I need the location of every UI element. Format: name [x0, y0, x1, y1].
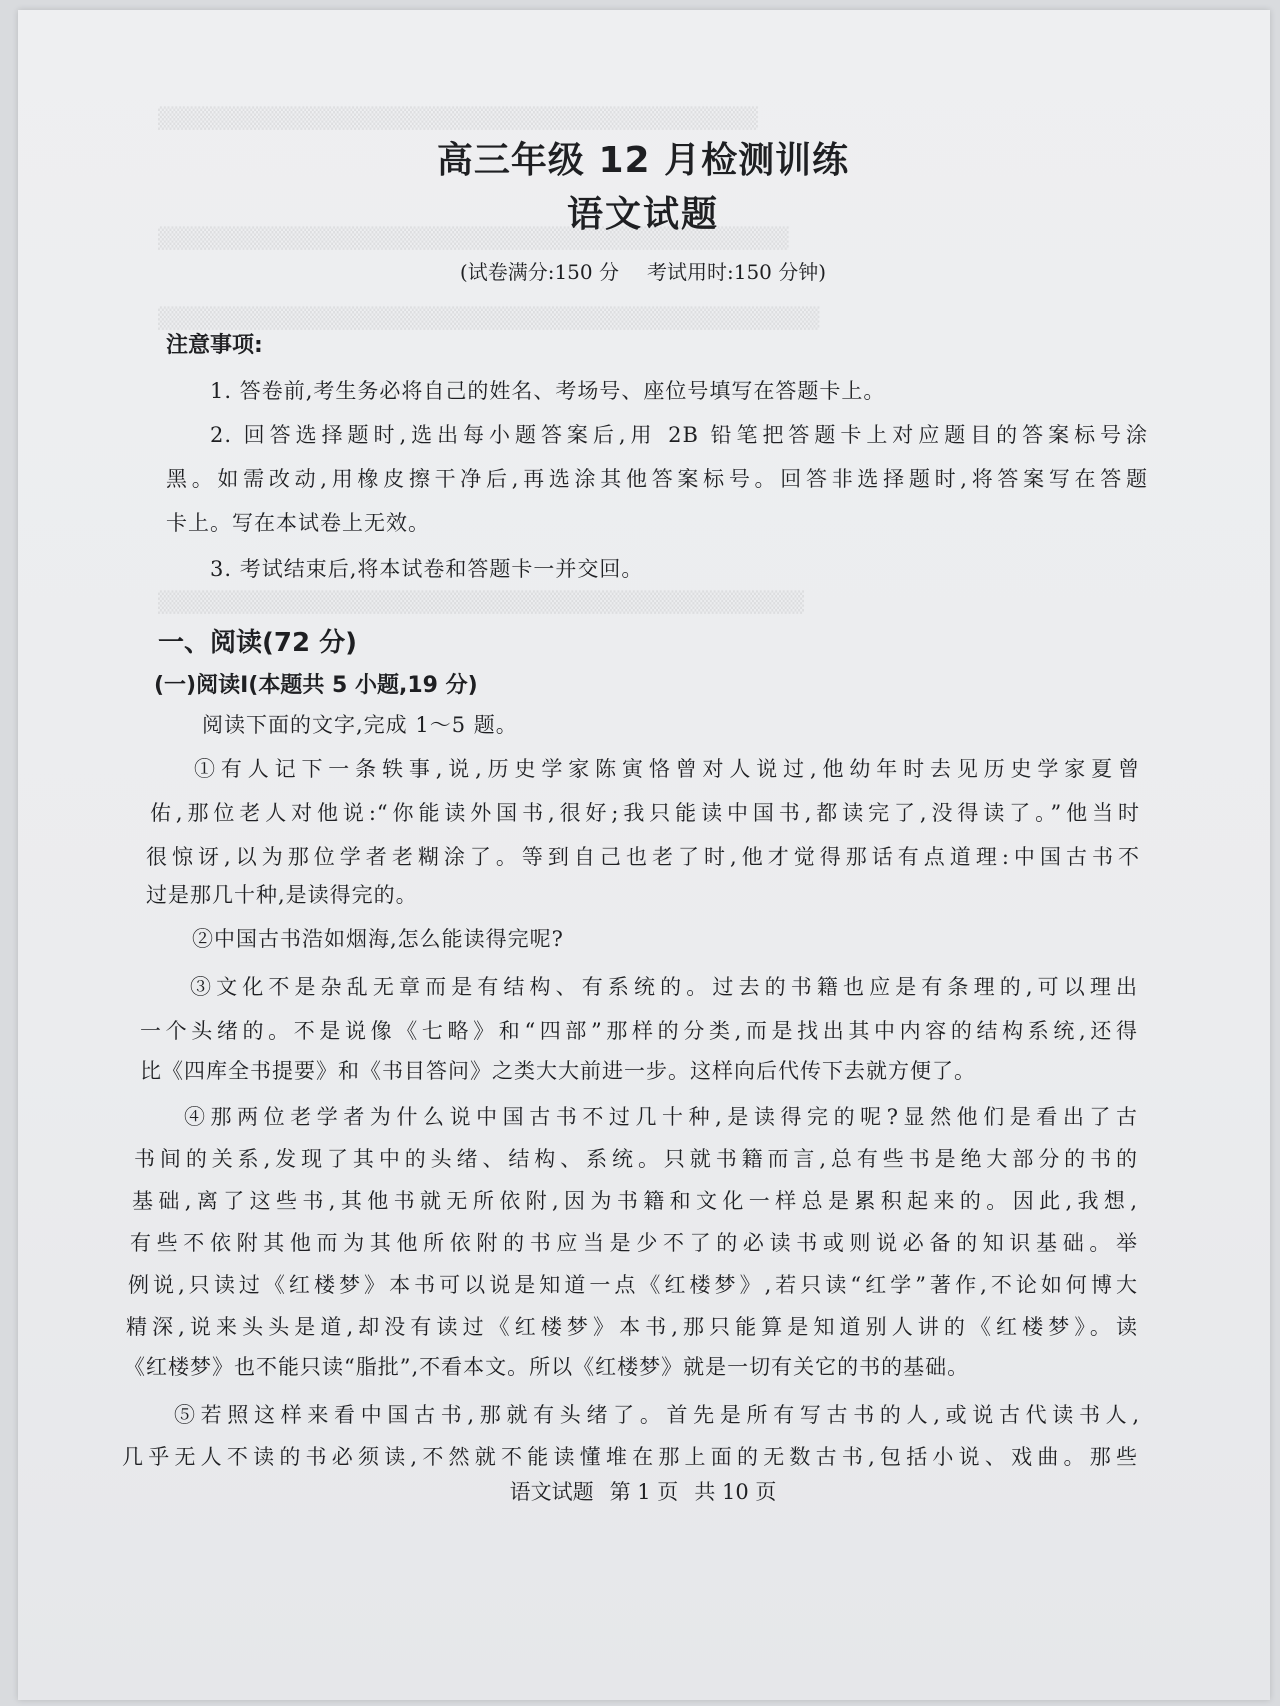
bleed-through-text: ▒▒▒▒▒▒▒▒▒▒▒▒▒▒▒▒▒▒▒▒▒▒▒▒▒▒▒▒▒▒▒▒▒▒▒▒▒▒▒▒▒▒ — [158, 590, 804, 614]
notice-item-2-line-1: 2. 回答选择题时,选出每小题答案后,用 2B 铅笔把答题卡上对应题目的答案标号涂 — [210, 423, 1148, 447]
notice-item-2-line-3: 卡上。写在本试卷上无效。 — [166, 511, 430, 535]
passage-line: 几乎无人不读的书必须读,不然就不能读懂堆在那上面的无数古书,包括小说、戏曲。那些 — [122, 1445, 1138, 1469]
passage-line: 《红楼梦》也不能只读“脂批”,不看本文。所以《红楼梦》就是一切有关它的书的基础。 — [124, 1355, 970, 1379]
footer-total-pages: 共 10 页 — [694, 1480, 777, 1504]
passage-line: 佑,那位老人对他说:“你能读外国书,很好;我只能读中国书,都读完了,没得读了。”他当时 — [150, 801, 1140, 825]
passage-line: 例说,只读过《红楼梦》本书可以说是知道一点《红楼梦》,若只读“红学”著作,不论如何博大 — [128, 1273, 1138, 1297]
passage-line: 很惊讶,以为那位学者老糊涂了。等到自己也老了时,他才觉得那话有点道理:中国古书不 — [146, 845, 1140, 869]
notice-heading: 注意事项: — [166, 333, 263, 358]
passage-line: 书间的关系,发现了其中的头绪、结构、系统。只就书籍而言,总有些书是绝大部分的书的 — [134, 1147, 1138, 1171]
exam-title: 高三年级 12 月检测训练 — [436, 140, 850, 181]
passage-line: ⑤若照这样来看中国古书,那就有头绪了。首先是所有写古书的人,或说古代读书人, — [174, 1403, 1140, 1427]
exam-subtitle: 语文试题 — [566, 194, 719, 235]
exam-duration: 考试用时:150 分钟) — [647, 260, 827, 284]
passage-line: ③文化不是杂乱无章而是有结构、有系统的。过去的书籍也应是有条理的,可以理出 — [190, 975, 1138, 999]
notice-item-3: 3. 考试结束后,将本试卷和答题卡一并交回。 — [210, 557, 644, 581]
passage-line: 精深,说来头头是道,却没有读过《红楼梦》本书,那只能算是知道别人讲的《红楼梦》。读 — [126, 1315, 1138, 1339]
passage-line: 过是那几十种,是读得完的。 — [146, 883, 418, 907]
bleed-through-text: ▒▒▒▒▒▒▒▒▒▒▒▒▒▒▒▒▒▒▒▒▒▒▒▒▒▒▒▒▒▒▒▒▒▒▒▒▒▒▒ — [158, 106, 758, 130]
footer-subject: 语文试题 — [509, 1480, 594, 1504]
section-sub-heading: (一)阅读Ⅰ(本题共 5 小题,19 分) — [154, 673, 478, 698]
bleed-through-text: ▒▒▒▒▒▒▒▒▒▒▒▒▒▒▒▒▒▒▒▒▒▒▒▒▒▒▒▒▒▒▒▒▒▒▒▒▒▒▒▒▒▒▒ — [158, 306, 820, 330]
passage-line: 基础,离了这些书,其他书就无所依附,因为书籍和文化一样总是累积起来的。因此,我想, — [132, 1189, 1138, 1213]
full-score: (试卷满分:150 分 — [459, 260, 619, 284]
notice-item-2-line-2: 黑。如需改动,用橡皮擦干净后,再选涂其他答案标号。回答非选择题时,将答案写在答题 — [166, 467, 1148, 491]
bleed-through-text: ▒▒▒▒▒▒▒▒▒▒▒▒▒▒▒▒▒▒▒▒▒▒▒▒▒▒▒▒▒▒▒▒▒▒▒▒▒▒▒▒▒ — [158, 226, 789, 250]
exam-sheet — [18, 10, 1270, 1700]
exam-meta — [138, 256, 1148, 285]
section-heading: 一、阅读(72 分) — [158, 628, 357, 658]
passage-line: 有些不依附其他而为其他所依附的书应当是少不了的必读书或则说必备的知识基础。举 — [130, 1231, 1138, 1255]
notice-item-1: 1. 答卷前,考生务必将自己的姓名、考场号、座位号填写在答题卡上。 — [210, 379, 886, 403]
passage-line: 比《四库全书提要》和《书目答问》之类大大前进一步。这样向后代传下去就方便了。 — [140, 1059, 976, 1083]
page-footer — [138, 1476, 1148, 1506]
passage-line: 一个头绪的。不是说像《七略》和“四部”那样的分类,而是找出其中内容的结构系统,还得 — [140, 1019, 1138, 1043]
passage-line: ②中国古书浩如烟海,怎么能读得完呢? — [192, 927, 564, 951]
passage-line: ④那两位老学者为什么说中国古书不过几十种,是读得完的呢?显然他们是看出了古 — [184, 1105, 1138, 1129]
footer-page-number: 第 1 页 — [609, 1480, 679, 1504]
reading-instruction: 阅读下面的文字,完成 1～5 题。 — [202, 713, 518, 737]
passage-line: ①有人记下一条轶事,说,历史学家陈寅恪曾对人说过,他幼年时去见历史学家夏曾 — [194, 757, 1140, 781]
